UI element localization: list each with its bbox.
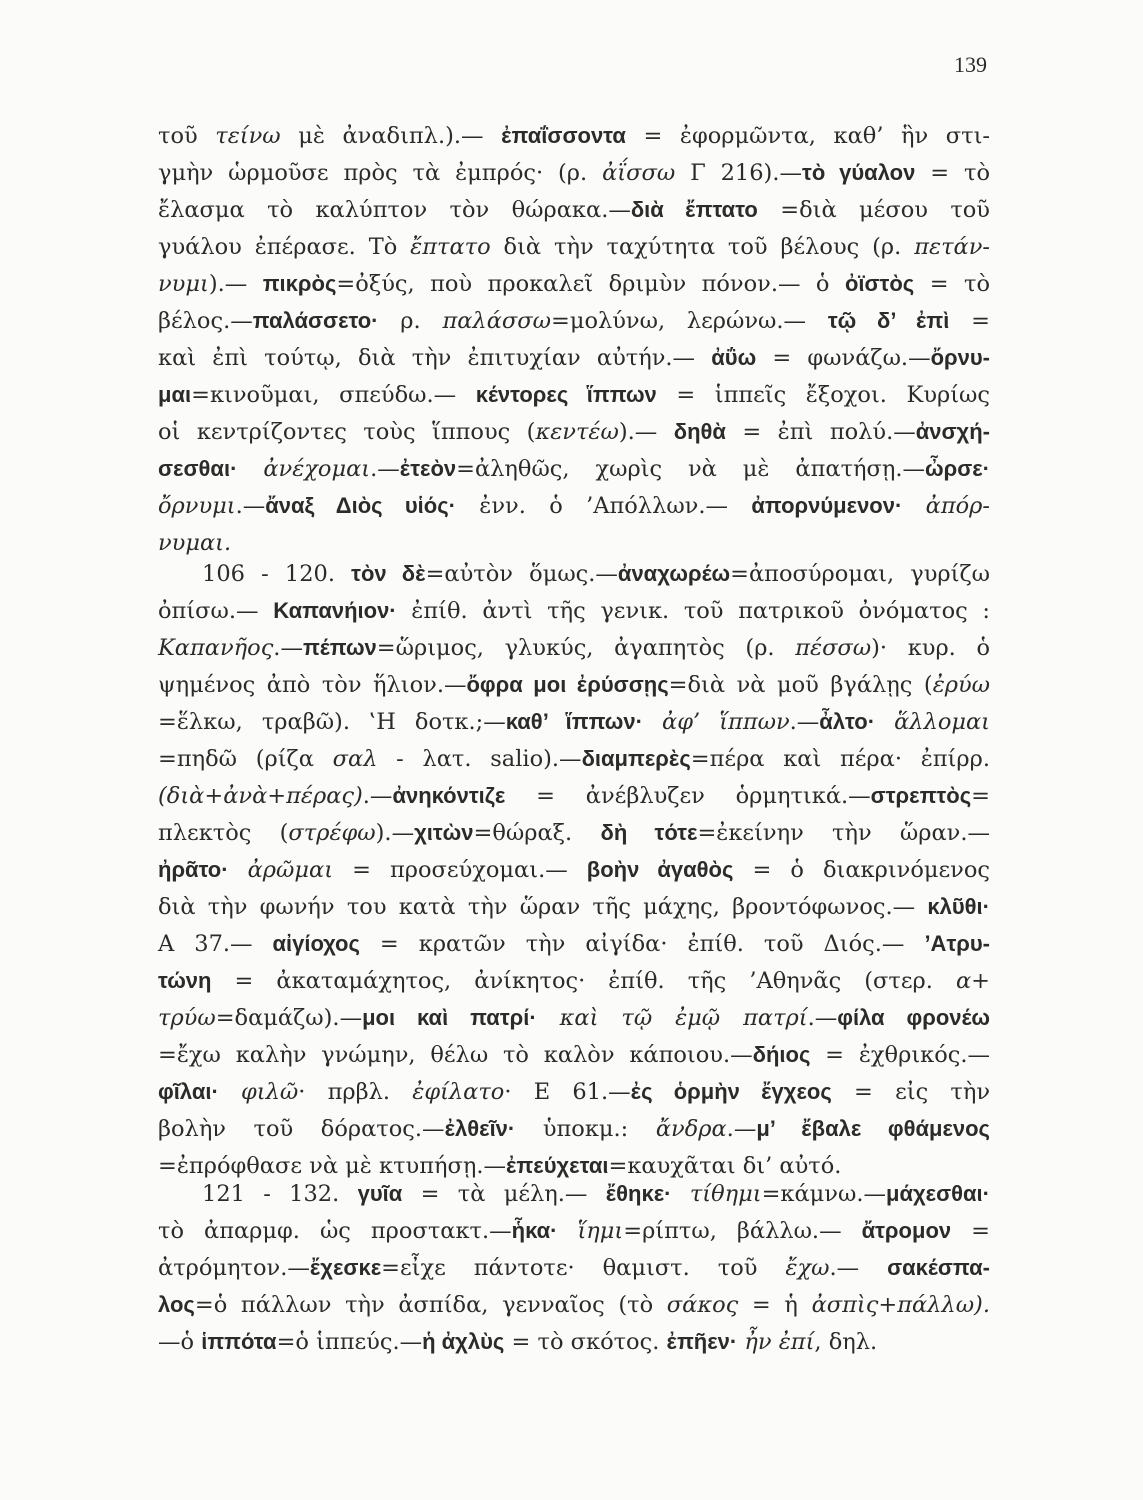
lemma: ἐπεύχεται: [505, 1153, 609, 1178]
gloss-text: =ὁ ἱππεύς.—: [276, 1329, 423, 1355]
gloss-text: = ὁ διακρινόμενος: [733, 857, 990, 883]
italic-term: ἔπτατο: [410, 234, 491, 260]
gloss-text: μὲ ἀναδιπλ.).—: [280, 123, 502, 149]
italic-term: Καπανῆος: [158, 635, 274, 661]
lemma: δηθὰ: [673, 419, 726, 444]
gloss-text: .—: [807, 1005, 838, 1031]
lemma: φῖλαι·: [158, 1079, 219, 1104]
lemma: ἐλθεῖν·: [444, 1116, 516, 1141]
gloss-text: = ἐχθρικός.—: [810, 1042, 991, 1068]
lemma: χιτὼν: [414, 820, 474, 845]
text-line: [158, 926, 990, 962]
text-line: [202, 556, 990, 592]
gloss-text: = ἀνέβλυζεν ὁρμητικά.—: [505, 783, 871, 809]
gloss-text: [902, 493, 925, 519]
italic-term: ἔχω: [785, 1255, 830, 1281]
lemma: ἀπορνύμενον·: [751, 493, 903, 518]
gloss-text: = φωνάζω.—: [756, 345, 931, 371]
lemma: λος: [158, 1292, 195, 1317]
text-line: [158, 1000, 990, 1036]
text-line: [158, 852, 990, 888]
lemma: ἆλτο·: [819, 709, 876, 734]
italic-term: ἀρῶμαι: [247, 857, 334, 883]
lemma: ἱππότα: [201, 1329, 277, 1354]
text-line: [158, 630, 990, 666]
gloss-text: τὸ ἀπαρμφ. ὡς προστακτ.—: [158, 1218, 512, 1244]
gloss-text: =ἔχω καλὴν γνώμην, θέλω τὸ καλὸν κάποιου.—: [158, 1042, 753, 1068]
lemma: ’Ατρυ-: [924, 931, 990, 956]
gloss-text: βέλος.—: [158, 308, 253, 334]
gloss-text: =: [949, 308, 991, 334]
gloss-text: οἱ κεντρίζοντες τοὺς ἵππους (: [158, 419, 536, 445]
lemma: τώνη: [158, 968, 212, 993]
lemma: τὸν δὲ: [351, 561, 426, 586]
italic-term: ἐρύω: [932, 672, 991, 698]
italic-term: τείνω: [215, 123, 281, 149]
gloss-text: = ἐπὶ πολύ.—: [725, 419, 916, 445]
lemma: πικρὸς: [262, 271, 337, 296]
text-line: [158, 963, 990, 999]
gloss-text: )· κυρ. ὁ: [871, 635, 990, 661]
gloss-text: [672, 1181, 690, 1207]
gloss-text: ).—: [208, 271, 263, 297]
text-line: [158, 155, 990, 191]
italic-term: ἦν ἐπί: [744, 1329, 815, 1355]
italic-term: πετάν-: [914, 234, 990, 260]
gloss-text: = τὸ: [914, 271, 990, 297]
text-line: [158, 229, 990, 265]
lemma: ἐπαΐσσοντα: [501, 123, 626, 148]
gloss-text: ὀπίσω.—: [158, 598, 274, 624]
italic-term: τρύω: [158, 1005, 216, 1031]
page-number: 139: [954, 52, 987, 77]
italic-term: ὄρνυμι: [158, 493, 236, 519]
gloss-text: , δηλ.: [814, 1329, 878, 1355]
gloss-text: =: [971, 783, 990, 809]
lemma: στρεπτὸς: [870, 783, 972, 808]
text-line: [158, 340, 990, 376]
italic-term: ἅλλομαι: [894, 709, 991, 735]
italic-term: σάκος: [666, 1292, 739, 1318]
gloss-text: = κρατῶν τὴν αἰγίδα· ἐπίθ. τοῦ Διός.—: [359, 931, 925, 957]
italic-term: (διὰ+ἀνὰ+πέρας): [158, 783, 363, 809]
gloss-text: =ἐκείνην τὴν ὥραν.—: [697, 820, 991, 846]
lemma: ἧκα·: [511, 1218, 558, 1243]
gloss-text: · πρβλ.: [298, 1079, 413, 1105]
gloss-text: · Ε 61.—: [504, 1079, 631, 1105]
lemma: ὄφρα μοι ἐρύσσῃς: [466, 672, 669, 697]
lemma: ἄτρομον: [861, 1218, 952, 1243]
gloss-text: .—: [273, 635, 303, 661]
gloss-text: .—: [789, 709, 820, 735]
gloss-text: Α 37.—: [158, 931, 273, 957]
gloss-text: = τὸ σκότος.: [504, 1329, 667, 1355]
gloss-text: = ἱππεῖς ἔξοχοι. Κυρίως: [656, 382, 990, 408]
italic-term: νυμι: [158, 271, 209, 297]
text-line: [158, 118, 990, 154]
text-line: [158, 1111, 990, 1147]
gloss-text: τοῦ: [158, 123, 216, 149]
text-line: [158, 1324, 990, 1360]
italic-term: α+: [955, 968, 990, 994]
italic-term: νυμαι.: [158, 530, 232, 556]
italic-term: ἀπόρ-: [925, 493, 990, 519]
lemma: ἠρᾶτο·: [158, 857, 229, 882]
gloss-text: = τὸ: [915, 160, 991, 186]
gloss-text: =πηδῶ (ρίζα: [158, 746, 333, 772]
gloss-text: .—: [829, 1255, 888, 1281]
gloss-text: =δαμάζω).—: [215, 1005, 363, 1031]
gloss-text: .—: [235, 493, 266, 519]
gloss-text: = ἡ: [738, 1292, 812, 1318]
gloss-text: =ὀξύς, ποὺ προκαλεῖ δριμὺν πόνον.— ὁ: [336, 271, 845, 297]
italic-term: παλάσσω: [442, 308, 551, 334]
lemma: δήιος: [752, 1042, 811, 1067]
gloss-text: [643, 709, 662, 735]
italic-term: ἀΐσσω: [602, 160, 676, 186]
italic-term: φιλῶ: [241, 1079, 299, 1105]
text-line: [158, 451, 990, 487]
gloss-text: καὶ ἐπὶ τούτῳ, διὰ τὴν ἐπιτυχίαν αὐτήν.—: [158, 345, 712, 371]
italic-term: πέσσω: [795, 635, 872, 661]
gloss-text: =καυχᾶται δι’ αὐτό.: [608, 1153, 842, 1179]
italic-term: ἀσπὶς+πάλλω).: [811, 1292, 990, 1318]
lemma: σακέσπα-: [887, 1255, 990, 1280]
text-line: [158, 1074, 990, 1110]
gloss-text: ἔλασμα τὸ καλύπτον τὸν θώρακα.—: [158, 197, 631, 223]
gloss-text: =κάμνω.—: [761, 1181, 886, 1207]
gloss-text: ).—: [375, 820, 415, 846]
gloss-text: ἀτρόμητον.—: [158, 1255, 310, 1281]
gloss-text: =ὁ πάλλων τὴν ἀσπίδα, γενναῖος (τὸ: [194, 1292, 667, 1318]
lemma: γυῖα: [357, 1181, 403, 1206]
gloss-text: =αὐτὸν ὅμως.—: [425, 561, 618, 587]
lemma: μοι καὶ πατρί·: [362, 1005, 537, 1030]
text-line: [158, 1250, 990, 1286]
lemma: κέντορες ἵππων: [475, 382, 657, 407]
gloss-text: γμὴν ὡρμοῦσε πρὸς τὰ ἐμπρός· (ρ.: [158, 160, 603, 186]
gloss-text: =μολύνω, λερώνω.—: [550, 308, 828, 334]
gloss-text: .—: [726, 1116, 757, 1142]
lemma: ἐς ὁρμὴν ἔγχεος: [630, 1079, 832, 1104]
lemma: μάχεσθαι·: [886, 1181, 990, 1206]
lemma: τὸ γύαλον: [802, 160, 916, 185]
gloss-text: =διὰ νὰ μοῦ βγάλῃς (: [668, 672, 933, 698]
italic-term: ἀφ’ ἵππων: [662, 709, 790, 735]
lemma: διὰ ἔπτατο: [630, 197, 758, 222]
gloss-text: =ἕλκω, τραβῶ). ‛Η δοτκ.;—: [158, 709, 506, 735]
gloss-text: = ἐφορμῶντα, καθ’ ἣν στι-: [625, 123, 990, 149]
gloss-text: γυάλου ἐπέρασε. Τὸ: [158, 234, 411, 260]
text-line: [158, 377, 990, 413]
lemma: ἀνηκόντιζε: [392, 783, 506, 808]
italic-term: στρέφω: [288, 820, 376, 846]
lemma: ὄρνυ-: [930, 345, 990, 370]
italic-term: τίθημι: [689, 1181, 762, 1207]
lemma: ἔθηκε·: [605, 1181, 672, 1206]
lemma: ἡ ἀχλὺς: [422, 1329, 505, 1354]
text-line: [158, 704, 990, 740]
text-line: [158, 815, 990, 851]
lemma: αἰγίοχος: [272, 931, 360, 956]
lemma: βοὴν ἀγαθὸς: [586, 857, 734, 882]
gloss-text: [557, 1218, 577, 1244]
lemma: ἐτεὸν: [399, 456, 457, 481]
italic-term: κεντέω: [535, 419, 619, 445]
italic-term: ἐφίλατο: [412, 1079, 505, 1105]
lemma: μ’ ἔβαλε φθάμενος: [756, 1116, 990, 1141]
gloss-text: [219, 1079, 241, 1105]
gloss-text: 121 - 132.: [202, 1181, 358, 1207]
text-line: [158, 667, 990, 703]
text-line: [158, 741, 990, 777]
text-line: [158, 266, 990, 302]
gloss-text: =ἀληθῶς, χωρὶς νὰ μὲ ἀπατήσῃ.—: [456, 456, 925, 482]
gloss-text: =ἀποσύρομαι, γυρίζω: [730, 561, 990, 587]
lemma: φίλα φρονέω: [837, 1005, 991, 1030]
text-line: [158, 192, 990, 228]
italic-term: ἄνδρα: [655, 1116, 727, 1142]
gloss-text: ψημένος ἀπὸ τὸν ἥλιον.—: [158, 672, 467, 698]
text-line: [158, 1287, 990, 1323]
italic-term: ἵημι: [577, 1218, 624, 1244]
lemma: Καπανήιον·: [273, 598, 397, 623]
gloss-text: = προσεύχομαι.—: [333, 857, 587, 883]
gloss-text: =: [951, 1218, 990, 1244]
gloss-text: διὰ τὴν ταχύτητα τοῦ βέλους (ρ.: [490, 234, 915, 260]
gloss-text: —ὁ: [158, 1329, 202, 1355]
gloss-text: =ρίπτω, βάλλω.—: [623, 1218, 862, 1244]
lemma: ἀνσχή-: [915, 419, 990, 444]
gloss-text: =ὥριμος, γλυκύς, ἀγαπητὸς (ρ.: [376, 635, 796, 661]
lemma: ἀναχωρέω: [617, 561, 731, 586]
gloss-text: = εἰς τὴν: [831, 1079, 990, 1105]
gloss-text: =πέρα καὶ πέρα· ἐπίρρ.: [690, 746, 990, 772]
lemma: μαι: [158, 382, 192, 407]
lemma: καθ’ ἵππων·: [505, 709, 643, 734]
gloss-text: βολὴν τοῦ δόρατος.—: [158, 1116, 445, 1142]
gloss-text: [537, 1005, 560, 1031]
gloss-text: ἐπίθ. ἀντὶ τῆς γενικ. τοῦ πατρικοῦ ὀνόματος :: [396, 598, 990, 624]
gloss-text: =θώραξ.: [473, 820, 601, 846]
text-line: [158, 488, 990, 524]
gloss-text: .—: [370, 456, 400, 482]
gloss-text: ).—: [618, 419, 674, 445]
lemma: τῷ δ’ ἐπὶ: [827, 308, 950, 333]
italic-term: σαλ: [332, 746, 378, 772]
lemma: ὦρσε·: [925, 456, 991, 481]
gloss-text: διὰ τὴν φωνήν του κατὰ τὴν ὥραν τῆς μάχης, βροντόφωνος.—: [158, 894, 928, 920]
text-line: [158, 593, 990, 629]
lemma: ἄναξ Διὸς υἱός·: [265, 493, 456, 518]
gloss-text: = τὰ μέλη.—: [402, 1181, 606, 1207]
gloss-text: πλεκτὸς (: [158, 820, 289, 846]
lemma: ἀΰω: [711, 345, 757, 370]
gloss-text: =εἶχε πάντοτε· θαμιστ. τοῦ: [381, 1255, 786, 1281]
gloss-text: .—: [362, 783, 393, 809]
lemma: ὀϊστὸς: [844, 271, 915, 296]
lemma: ἐπῆεν·: [666, 1329, 738, 1354]
gloss-text: Γ 216).—: [675, 160, 802, 186]
gloss-text: [237, 456, 263, 482]
gloss-text: [875, 709, 894, 735]
lemma: πέπων: [302, 635, 377, 660]
text-line: [158, 1213, 990, 1249]
text-line: [158, 303, 990, 339]
gloss-text: =ἐπρόφθασε νὰ μὲ κτυπήσῃ.—: [158, 1153, 506, 1179]
text-line: [158, 414, 990, 450]
italic-term: καὶ τῷ ἐμῷ πατρί: [559, 1005, 808, 1031]
lemma: σεσθαι·: [158, 456, 238, 481]
gloss-text: [229, 857, 248, 883]
gloss-text: 106 - 120.: [202, 561, 352, 587]
gloss-text: ρ.: [378, 308, 443, 334]
gloss-text: = ἀκαταμάχητος, ἀνίκητος· ἐπίθ. τῆς ’Αθηνᾶς (στερ.: [211, 968, 956, 994]
italic-term: ἀνέχομαι: [263, 456, 371, 482]
lemma: διαμπερὲς: [581, 746, 691, 771]
text-line: [158, 778, 990, 814]
gloss-text: ὑποκμ.:: [515, 1116, 656, 1142]
lemma: ἔχεσκε: [309, 1255, 382, 1280]
gloss-text: =κινοῦμαι, σπεύδω.—: [191, 382, 476, 408]
lemma: παλάσσετο·: [252, 308, 379, 333]
text-line: [158, 1037, 990, 1073]
lemma: κλῦθι·: [927, 894, 990, 919]
lemma: δὴ τότε: [600, 820, 698, 845]
text-line: [202, 1176, 990, 1212]
gloss-text: ἐνν. ὁ ’Απόλλων.—: [455, 493, 752, 519]
text-line: [158, 889, 990, 925]
gloss-text: - λατ. salio).—: [377, 746, 582, 772]
gloss-text: =διὰ μέσου τοῦ: [757, 197, 990, 223]
